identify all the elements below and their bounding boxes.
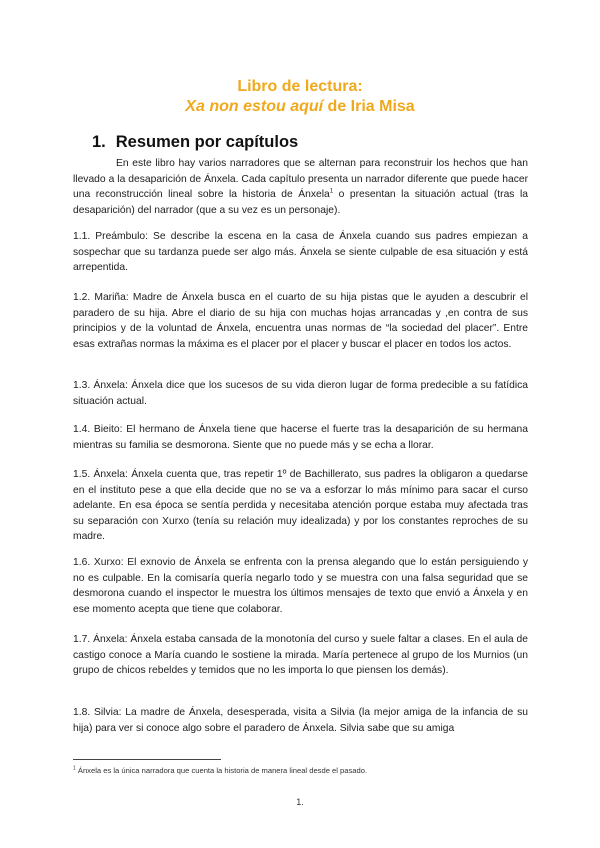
chapter-paragraph-1-8: 1.8. Silvia: La madre de Ánxela, desesperada, visita a Silvia (la mejor amiga de la infancia de su hija) para ver si conoce algo sobre el paradero de Ánxela. Silvia sabe que su amiga <box>73 707 528 734</box>
intro-paragraph <box>73 156 528 218</box>
page-number: 1. <box>296 797 304 807</box>
section-heading <box>92 133 298 152</box>
footnote <box>73 766 367 776</box>
section-title: Resumen por capítulos <box>115 133 299 151</box>
chapter-paragraph-1-5: 1.5. Ánxela: Ánxela cuenta que, tras repetir 1º de Bachillerato, sus padres la obligaron a quedarse en el instituto pese a que ella decide que no se va a esforzar lo más mínimo para sacar el curso adelante. En esa época se sentía perdida y necesitaba atención porque estaba muy afectada tras su separación con Xurxo (tenía su relación muy idealizada) y por los constantes reproches de su madre. <box>73 469 528 543</box>
footnote-marker: 1 <box>73 765 76 772</box>
chapter-paragraph-1-6: 1.6. Xurxo: El exnovio de Ánxela se enfrenta con la prensa alegando que lo están persiguiendo y no es culpable. En la comisaría quería negarlo todo y se muestra con una falsa seguridad que se desmorona cuando el inspector le muestra los últimos mensajes de texto que envió a Ánxela y en ese momento acepta que tiene que colaborar. <box>73 557 528 615</box>
chapter-paragraph-1-2: 1.2. Mariña: Madre de Ánxela busca en el cuarto de su hija pistas que le ayuden a descubrir el paradero de su hija. Abre el diario de su hija con muchas hojas arrancadas y ,en contra de sus principios y de la voluntad de Ánxela, encuentra unas normas de “la sociedad del placer”. Entre esas extrañas normas la máxima es el placer por el placer y buscar el placer en todos los actos. <box>73 292 528 350</box>
chapter-paragraph-1-1: 1.1. Preámbulo: Se describe la escena en la casa de Ánxela cuando sus padres empiezan a sospechar que su tardanza puede ser algo más. Ánxela se siente culpable de esa situación y está arrepentida. <box>73 231 528 274</box>
book-author: de Iria Misa <box>323 98 415 115</box>
chapter-paragraph-1-4: 1.4. Bieito: El hermano de Ánxela tiene que hacerse el fuerte tras la desaparición de su hermana mientras su familia se desmorona. Siente que no puede más y se echa a llorar. <box>73 424 528 451</box>
title-line-2 <box>0 97 600 117</box>
footnote-text: Ánxela es la única narradora que cuenta la historia de manera lineal desde el pasado. <box>75 766 368 775</box>
book-title: Xa non estou aquí <box>185 98 324 115</box>
chapter-paragraph-1-7: 1.7. Ánxela: Ánxela estaba cansada de la monotonía del curso y suele faltar a clases. En el aula de castigo conoce a María cuando le sostiene la mirada. María pertenece al grupo de los Murnios (un grupo de chicos rebeldes y temidos que no les importa lo que piensen los demás). <box>73 634 528 677</box>
title-line-1: Libro de lectura: <box>237 78 363 95</box>
footnote-divider <box>73 759 221 760</box>
chapter-paragraph-1-3: 1.3. Ánxela: Ánxela dice que los sucesos de su vida dieron lugar de forma predecible a su fatídica situación actual. <box>73 380 528 407</box>
section-number: 1. <box>92 133 106 151</box>
intro-text-cont: o presentan la situación actual (tras la desaparición) del narrador (que a su vez es un personaje). <box>73 189 528 216</box>
intro-text: En este libro hay varios narradores que se alternan para reconstruir los hechos que han llevado a la desaparición de Ánxela. Cada capítulo presenta un narrador diferente que puede hacer una reconstrucción lineal sobre la historia de Ánxela <box>73 158 528 201</box>
footnote-ref: 1 <box>329 188 334 195</box>
